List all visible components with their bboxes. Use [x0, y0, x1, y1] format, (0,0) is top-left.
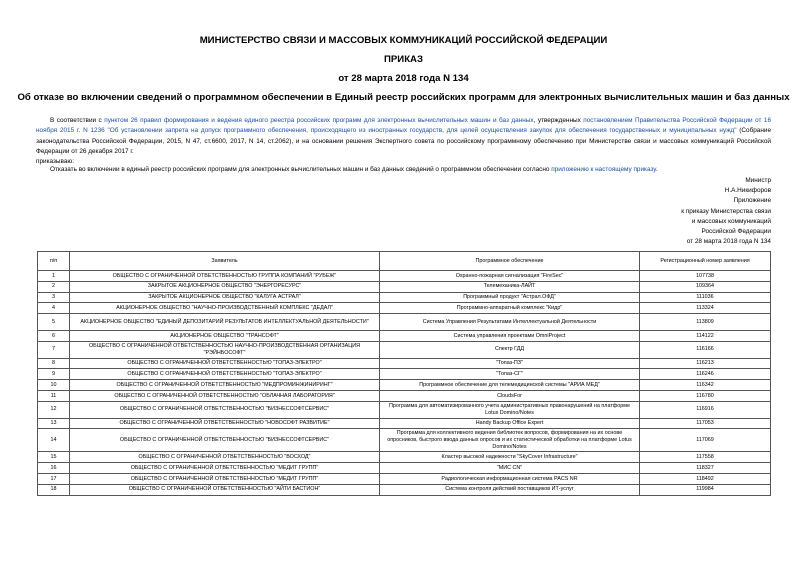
cell-reg-number: 116246: [640, 369, 771, 380]
table-row: [38, 418, 771, 429]
cell-number: 8: [38, 358, 70, 369]
table-header-row: [38, 252, 771, 271]
preamble-text-2: , утвержденных: [533, 117, 584, 124]
cell-applicant: ЗАКРЫТОЕ АКЦИОНЕРНОЕ ОБЩЕСТВО "КАЛУГА АСТРАЛ": [70, 292, 380, 303]
cell-reg-number: 107738: [640, 271, 771, 282]
cell-number: 15: [38, 452, 70, 463]
resolution-text: Отказать во включении в единый реестр российских программ для электронных вычислительных машин и баз данных сведений о программном обеспечении согласно: [50, 166, 552, 173]
cell-reg-number: 117558: [640, 452, 771, 463]
cell-applicant: ОБЩЕСТВО С ОГРАНИЧЕННОЙ ОТВЕТСТВЕННОСТЬЮ ГРУППА КОМПАНИЙ "РУБЕЖ": [70, 271, 380, 282]
cell-number: 4: [38, 303, 70, 314]
cell-number: 3: [38, 292, 70, 303]
cell-software: Система контроля действий поставщиков ИТ-услуг: [380, 484, 640, 495]
cell-reg-number: 116342: [640, 380, 771, 391]
table-row: [38, 341, 771, 358]
signer-name: Н.А.Никифоров: [724, 187, 771, 195]
cell-reg-number: 117069: [640, 429, 771, 452]
cell-number: 1: [38, 271, 70, 282]
cell-number: 5: [38, 314, 70, 331]
table-row: [38, 292, 771, 303]
cell-applicant: ОБЩЕСТВО С ОГРАНИЧЕННОЙ ОТВЕТСТВЕННОСТЬЮ "МЕДИТ ГРУПП": [70, 463, 380, 474]
cell-number: 7: [38, 341, 70, 358]
table-row: [38, 380, 771, 391]
cell-reg-number: 116166: [640, 341, 771, 358]
table-row: [38, 390, 771, 401]
signer-role: Министр: [745, 177, 771, 184]
cell-applicant: ОБЩЕСТВО С ОГРАНИЧЕННОЙ ОТВЕТСТВЕННОСТЬЮ "ОБЛАЧНАЯ ЛАБОРАТОРИЯ": [70, 390, 380, 401]
appendix-link[interactable]: приложению к настоящему приказу: [551, 166, 656, 173]
header-number: п/п: [38, 252, 70, 271]
cell-applicant: ОБЩЕСТВО С ОГРАНИЧЕННОЙ ОТВЕТСТВЕННОСТЬЮ "АЙТИ БАСТИОН": [70, 484, 380, 495]
cell-reg-number: 118492: [640, 473, 771, 484]
cell-applicant: АКЦИОНЕРНОЕ ОБЩЕСТВО "ТРАНСОФТ": [70, 330, 380, 341]
cell-reg-number: 111036: [640, 292, 771, 303]
cell-applicant: ОБЩЕСТВО С ОГРАНИЧЕННОЙ ОТВЕТСТВЕННОСТЬЮ "ТОПАЗ-ЭЛЕКТРО": [70, 369, 380, 380]
cell-applicant: ОБЩЕСТВО С ОГРАНИЧЕННОЙ ОТВЕТСТВЕННОСТЬЮ НАУЧНО-ПРОИЗВОДСТВЕННАЯ ОРГАНИЗАЦИЯ "РЭЙНБОСОФТ": [70, 341, 380, 358]
cell-software: Система управления проектами OmniProject: [380, 330, 640, 341]
cell-reg-number: 116916: [640, 401, 771, 418]
cell-number: 10: [38, 380, 70, 391]
table-row: [38, 281, 771, 292]
cell-software: Кластер высокой надежности "SkyCover Infrastructure": [380, 452, 640, 463]
cell-software: CloudsFor: [380, 390, 640, 401]
cell-software: Охранно-пожарная сигнализация "FireSec": [380, 271, 640, 282]
rules-link[interactable]: пунктом 26 правил формирования и ведения единого реестра российских программ для электронных вычислительных машин и баз данных: [104, 117, 534, 124]
cell-applicant: ОБЩЕСТВО С ОГРАНИЧЕННОЙ ОТВЕТСТВЕННОСТЬЮ "МЕДПРОМИНЖИНИРИНГ": [70, 380, 380, 391]
cell-reg-number: 116780: [640, 390, 771, 401]
cell-software: Радиологическая информационная система PACS NR: [380, 473, 640, 484]
cell-number: 12: [38, 401, 70, 418]
cell-applicant: ОБЩЕСТВО С ОГРАНИЧЕННОЙ ОТВЕТСТВЕННОСТЬЮ "ВОСХОД": [70, 452, 380, 463]
table-row: [38, 429, 771, 452]
appendix-country: Российской Федерации: [701, 228, 771, 236]
cell-applicant: ОБЩЕСТВО С ОГРАНИЧЕННОЙ ОТВЕТСТВЕННОСТЬЮ "ТОПАЗ-ЭЛЕКТРО": [70, 358, 380, 369]
preamble-paragraph: [36, 116, 771, 167]
cell-software: "Топаз-ПЗ": [380, 358, 640, 369]
cell-software: Телемеханика-ЛАЙТ: [380, 281, 640, 292]
table-row: [38, 369, 771, 380]
cell-reg-number: 109364: [640, 281, 771, 292]
table-row: [38, 463, 771, 474]
table-row: [38, 401, 771, 418]
cell-reg-number: 119984: [640, 484, 771, 495]
table-row: [38, 473, 771, 484]
cell-software: Программа для автоматизированного учета административных правонарушений на платформе Lotus Domino/Notes: [380, 401, 640, 418]
header-reg-number: Регистрационный номер заявления: [640, 252, 771, 271]
table-row: [38, 271, 771, 282]
appendix-to-order: к приказу Министерства связи: [681, 207, 771, 215]
ministry-heading: МИНИСТЕРСТВО СВЯЗИ И МАССОВЫХ КОММУНИКАЦИЙ РОССИЙСКОЙ ФЕДЕРАЦИИ: [199, 35, 608, 46]
appendix-label: Приложение: [733, 197, 771, 205]
cell-applicant: ЗАКРЫТОЕ АКЦИОНЕРНОЕ ОБЩЕСТВО "ЭНЕРГОРЕСУРС": [70, 281, 380, 292]
cell-software: Программное обеспечение для телемедицинской системы "АРИА МЕД": [380, 380, 640, 391]
preamble-text-3: (Собрание законодательства Российской Федерации, 2015, N 47, ст.6600, 2017, N 14, ст.2062), и на основании решения Экспертного совета по российскому программному обеспечению при Министерстве связи и массовых коммуникаций Российской Федерации от 26 декабря 2017 г.: [36, 127, 771, 155]
cell-reg-number: 116213: [640, 358, 771, 369]
cell-number: 2: [38, 281, 70, 292]
cell-software: Программа для коллективного ведения библиотек вопросов, формирования на их основе опросников, быстрого ввода данных опросов и их статистической обработки на платформе Lotus Domino/Notes: [380, 429, 640, 452]
cell-number: 13: [38, 418, 70, 429]
cell-reg-number: 113324: [640, 303, 771, 314]
header-applicant: Заявитель: [70, 252, 380, 271]
document-type: ПРИКАЗ: [384, 54, 423, 65]
table-row: [38, 330, 771, 341]
cell-number: 16: [38, 463, 70, 474]
cell-reg-number: 114122: [640, 330, 771, 341]
cell-applicant: ОБЩЕСТВО С ОГРАНИЧЕННОЙ ОТВЕТСТВЕННОСТЬЮ "НОВОСОФТ РАЗВИТИЕ": [70, 418, 380, 429]
cell-reg-number: 113809: [640, 314, 771, 331]
cell-software: Handy Backup Office Expert: [380, 418, 640, 429]
order-verb: приказываю:: [36, 158, 74, 166]
cell-number: 18: [38, 484, 70, 495]
table-row: [38, 358, 771, 369]
document-title: Об отказе во включении сведений о программном обеспечении в Единый реестр российских программ для электронных вычислительных машин и баз данных: [17, 92, 790, 103]
applicants-table: [37, 251, 771, 496]
cell-applicant: ОБЩЕСТВО С ОГРАНИЧЕННОЙ ОТВЕТСТВЕННОСТЬЮ "БИЗНЕССОФТСЕРВИС": [70, 401, 380, 418]
table-row: [38, 484, 771, 495]
cell-software: Программно-аппаратный комплекс "Кидр": [380, 303, 640, 314]
cell-applicant: ОБЩЕСТВО С ОГРАНИЧЕННОЙ ОТВЕТСТВЕННОСТЬЮ "МЕДИТ ГРУПП": [70, 473, 380, 484]
cell-number: 11: [38, 390, 70, 401]
preamble-text-1: В соответствии с: [50, 117, 105, 124]
cell-number: 9: [38, 369, 70, 380]
cell-reg-number: 118327: [640, 463, 771, 474]
appendix-date-number: от 28 марта 2018 года N 134: [686, 238, 771, 246]
cell-software: Спектр ГДД: [380, 341, 640, 358]
table-body: [38, 271, 771, 496]
resolution-end: .: [655, 166, 658, 173]
cell-reg-number: 117053: [640, 418, 771, 429]
resolution-paragraph: [36, 165, 771, 175]
cell-applicant: АКЦИОНЕРНОЕ ОБЩЕСТВО "ЕДИНЫЙ ДЕПОЗИТАРИЙ РЕЗУЛЬТАТОВ ИНТЕЛЛЕКТУАЛЬНОЙ ДЕЯТЕЛЬНОСТИ": [70, 314, 380, 331]
header-software: Программное обеспечение: [380, 252, 640, 271]
appendix-and-mass: и массовых коммуникаций: [691, 217, 771, 225]
cell-applicant: ОБЩЕСТВО С ОГРАНИЧЕННОЙ ОТВЕТСТВЕННОСТЬЮ "БИЗНЕССОФТСЕРВИС": [70, 429, 380, 452]
cell-software: Система Управления Результатами Интеллектуальной Деятельности: [380, 314, 640, 331]
cell-number: 6: [38, 330, 70, 341]
signature-block: [571, 176, 771, 247]
table-row: [38, 303, 771, 314]
government-decree-link[interactable]: постановлением Правительства Российской Федерации от 16 ноября 2015 г. N 1236 "Об установлении запрета на допуск программного обеспечения, происходящего из иностранных государств, для целей осуществления закупок для обеспечения государственных и муниципальных нужд": [36, 117, 771, 135]
cell-software: "Топаз-СГ": [380, 369, 640, 380]
cell-number: 14: [38, 429, 70, 452]
document-date-number: от 28 марта 2018 года N 134: [338, 73, 469, 84]
cell-software: "МИС CN": [380, 463, 640, 474]
table-row: [38, 452, 771, 463]
cell-software: Программный продукт "Астрал.ОФД": [380, 292, 640, 303]
table-row: [38, 314, 771, 331]
cell-applicant: АКЦИОНЕРНОЕ ОБЩЕСТВО "НАУЧНО-ПРОИЗВОДСТВЕННЫЙ КОМПЛЕКС "ДЕДАЛ": [70, 303, 380, 314]
cell-number: 17: [38, 473, 70, 484]
